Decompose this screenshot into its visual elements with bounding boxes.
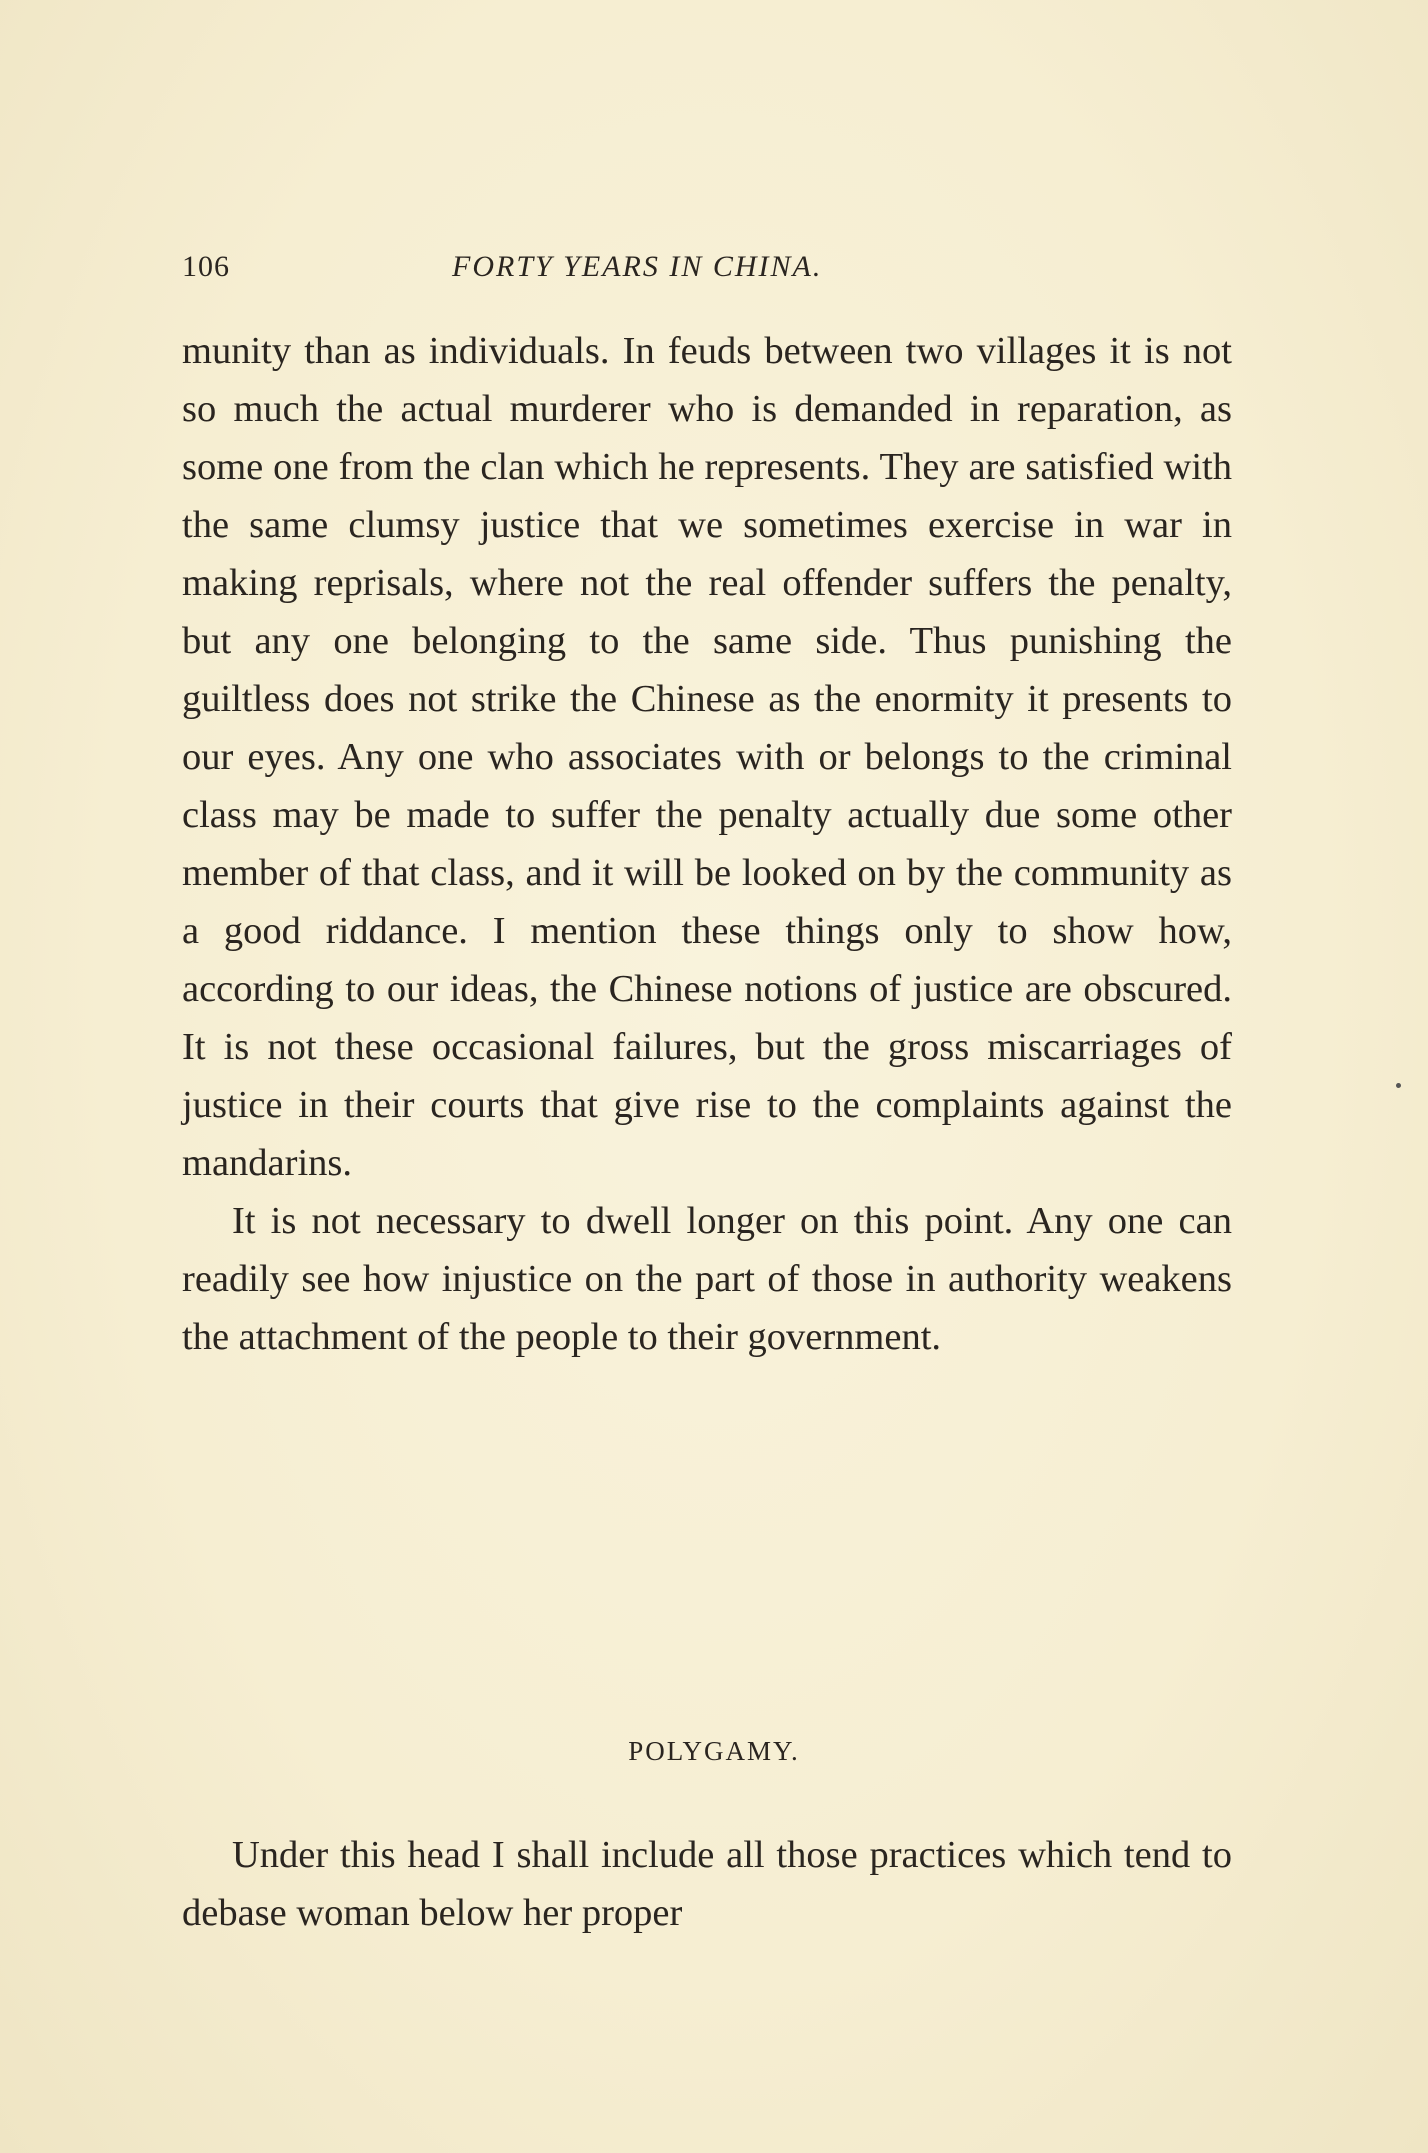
running-title: FORTY YEARS IN CHINA.: [452, 250, 823, 283]
section-heading: POLYGAMY.: [628, 1736, 800, 1766]
running-head: [182, 250, 1242, 290]
body-text: [182, 322, 1232, 1366]
paragraph: munity than as individuals. In feuds between two villages it is not so much the actual murderer who is demanded in reparation, as some one from the clan which he represents. They are satisfied with the same clumsy justice that we sometimes exercise in war in making reprisals, where not the real offender suffers the penalty, but any one belonging to the same side. Thus punishing the guiltless does not strike the Chinese as the enormity it presents to our eyes. Any one who associates with or belongs to the criminal class may be made to suffer the penalty actually due some other member of that class, and it will be looked on by the community as a good riddance. I mention these things only to show how, according to our ideas, the Chinese notions of justice are obscured. It is not these occasional failures, but the gross miscarriages of justice in their courts that give rise to the complaints against the mandarins.: [182, 330, 1232, 1184]
paragraph: Under this head I shall include all those practices which tend to debase woman below her proper: [182, 1834, 1232, 1934]
paragraph: It is not necessary to dwell longer on this point. Any one can readily see how injustice on the part of those in authority weakens the attachment of the people to their government.: [182, 1200, 1232, 1358]
section-body-text: [182, 1826, 1232, 1942]
page-number: 106: [182, 250, 230, 283]
paper-speck: [1396, 1083, 1401, 1088]
